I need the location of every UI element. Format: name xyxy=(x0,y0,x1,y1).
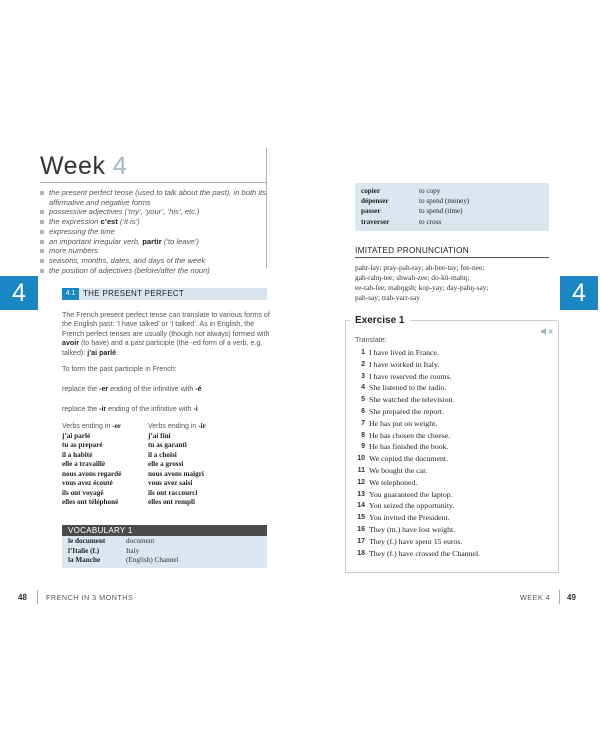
ir-verb-column xyxy=(148,422,206,508)
rule-er: replace the -er ending of the infinitive with -é xyxy=(62,385,202,393)
vocab-row: traverser to cross xyxy=(361,217,442,226)
ir-verb-header: Verbs ending in -ir xyxy=(148,422,206,430)
rule-ir: replace the -ir ending of the infinitive with -i xyxy=(62,405,198,413)
imitated-rule xyxy=(355,257,549,258)
topic-item: expressing the time xyxy=(40,227,268,237)
chapter-tab-left: 4 xyxy=(0,276,38,310)
page-number-left: 48 xyxy=(18,593,27,602)
imitated-pronunciation-text: pahr-lay; pray-pah-ray; ah-bee-tay; fee-nee; gah-rahŋ-tee; shwah-zee; do-kü-mahŋ; ee-tah-lee; mahŋgsh; kop-yay; day-pahŋ-say; pah-say; trah-varr-say xyxy=(355,263,489,302)
vocab-row: copier to copy xyxy=(361,187,441,195)
week-word: Week xyxy=(40,152,106,180)
exercise-item: 7 He has put on weight. xyxy=(361,418,438,428)
exercise-item: 9 He has finished the book. xyxy=(361,442,449,452)
exercise-item: 1 I have lived in France. xyxy=(361,348,439,357)
er-verb-column xyxy=(62,422,121,508)
exercise-instruction: Translate: xyxy=(355,335,387,344)
exercise-item: 15 You invited the President. xyxy=(357,513,450,523)
footer-divider xyxy=(37,590,38,604)
vocabulary-box xyxy=(62,536,267,568)
vocabulary-continued-box xyxy=(355,183,549,231)
footer-divider xyxy=(559,590,560,604)
er-verb-item: il a habité xyxy=(62,450,93,459)
vocab-row: la Manche (English) Channel xyxy=(68,556,179,565)
er-verb-item: j’ai parlé xyxy=(62,431,91,440)
er-verb-item: vous avez écouté xyxy=(62,479,113,487)
vocab-row: passer to spend (time) xyxy=(361,207,463,216)
exercise-item: 3 I have reserved the rooms. xyxy=(361,371,452,381)
title-rule xyxy=(40,182,266,183)
exercise-item: 17 They (f.) have spent 15 euros. xyxy=(357,536,463,546)
exercise-item: 5 She watched the television. xyxy=(361,395,455,405)
exercise-item: 2 I have worked in Italy. xyxy=(361,359,440,369)
vocab-row: dépenser to spend (money) xyxy=(361,197,470,206)
topic-item: the position of adjectives (before/after the noun) xyxy=(40,266,268,276)
exercise-item: 12 We telephoned. xyxy=(357,477,418,487)
week-title xyxy=(40,152,127,181)
topic-list xyxy=(40,188,268,275)
topic-item: the present perfect tense (used to talk about the past), in both its affirmative and negative forms xyxy=(40,188,268,207)
imitated-pronunciation-title: IMITATED PRONUNCIATION xyxy=(355,246,469,255)
section-number: 4.1 xyxy=(62,288,79,300)
er-verb-header: Verbs ending in -er xyxy=(62,422,121,430)
er-verb-item: ils ont voyagé xyxy=(62,488,104,497)
exercise-title: Exercise 1 xyxy=(355,315,409,326)
audio-speaker-icon[interactable] xyxy=(540,327,554,336)
vocab-row: le document document xyxy=(68,537,155,545)
exercise-item: 11 We bought the car. xyxy=(357,465,428,475)
ir-verb-item: nous avons maigri xyxy=(148,469,204,478)
exercise-item: 13 You guaranteed the laptop. xyxy=(357,489,453,499)
chapter-tab-right: 4 xyxy=(560,276,598,310)
topic-item: seasons, months, dates, and days of the week xyxy=(40,256,268,266)
week-label-footer: WEEK 4 xyxy=(520,593,551,602)
week-number: 4 xyxy=(112,152,128,180)
intro-paragraph: The French present perfect tense can translate to various forms of the English past: ‘I have talked’ or ‘I talked’. As in English, the French perfect tenses are usually (though not always) formed with avoir (to have) and a past participle (the -ed form of a verb, e.g. talked): j’ai parlé. xyxy=(62,311,270,357)
exercise-item: 10 We copied the document. xyxy=(357,454,449,464)
exercise-item: 16 They (m.) have lost weight. xyxy=(357,524,456,534)
ir-verb-item: tu as garanti xyxy=(148,441,187,449)
topic-item: an important irregular verb, partir (‘to leave’) xyxy=(40,237,268,247)
exercise-item: 6 She prepared the report. xyxy=(361,406,444,416)
er-verb-item: tu as preparé xyxy=(62,441,103,449)
exercise-list xyxy=(355,348,551,560)
ir-verb-item: il a choisi xyxy=(148,450,177,459)
page-number-right: 49 xyxy=(567,593,576,602)
vocabulary-header: VOCABULARY 1 xyxy=(62,525,267,536)
exercise-item: 18 They (f.) have crossed the Channel. xyxy=(357,548,481,558)
book-title-footer: FRENCH IN 3 MONTHS xyxy=(46,593,134,602)
topic-item: more numbers xyxy=(40,246,268,256)
ir-verb-item: vous avez saisi xyxy=(148,479,193,487)
exercise-item: 4 She listened to the radio. xyxy=(361,383,447,393)
exercise-item: 14 You seized the opportunity. xyxy=(357,501,455,511)
ir-verb-item: elles ont rempli xyxy=(148,498,195,506)
ir-verb-item: j’ai fini xyxy=(148,431,171,440)
er-verb-item: elles ont téléphoné xyxy=(62,498,119,506)
participle-intro: To form the past participle in French: xyxy=(62,365,177,373)
topic-item: possessive adjectives (‘my’, ‘your’, ‘his’, etc.) xyxy=(40,207,268,217)
vocab-row: l’Italie (f.) Italy xyxy=(68,546,140,555)
ir-verb-item: ils ont raccourci xyxy=(148,488,198,497)
exercise-item: 8 He has chosen the cheese. xyxy=(361,430,451,440)
topic-item: the expression c’est (‘it is’) xyxy=(40,217,268,227)
er-verb-item: elle a travaillé xyxy=(62,460,106,468)
er-verb-item: nous avons regardé xyxy=(62,469,122,478)
section-title: THE PRESENT PERFECT xyxy=(83,289,185,298)
ir-verb-item: elle a grossi xyxy=(148,460,184,468)
